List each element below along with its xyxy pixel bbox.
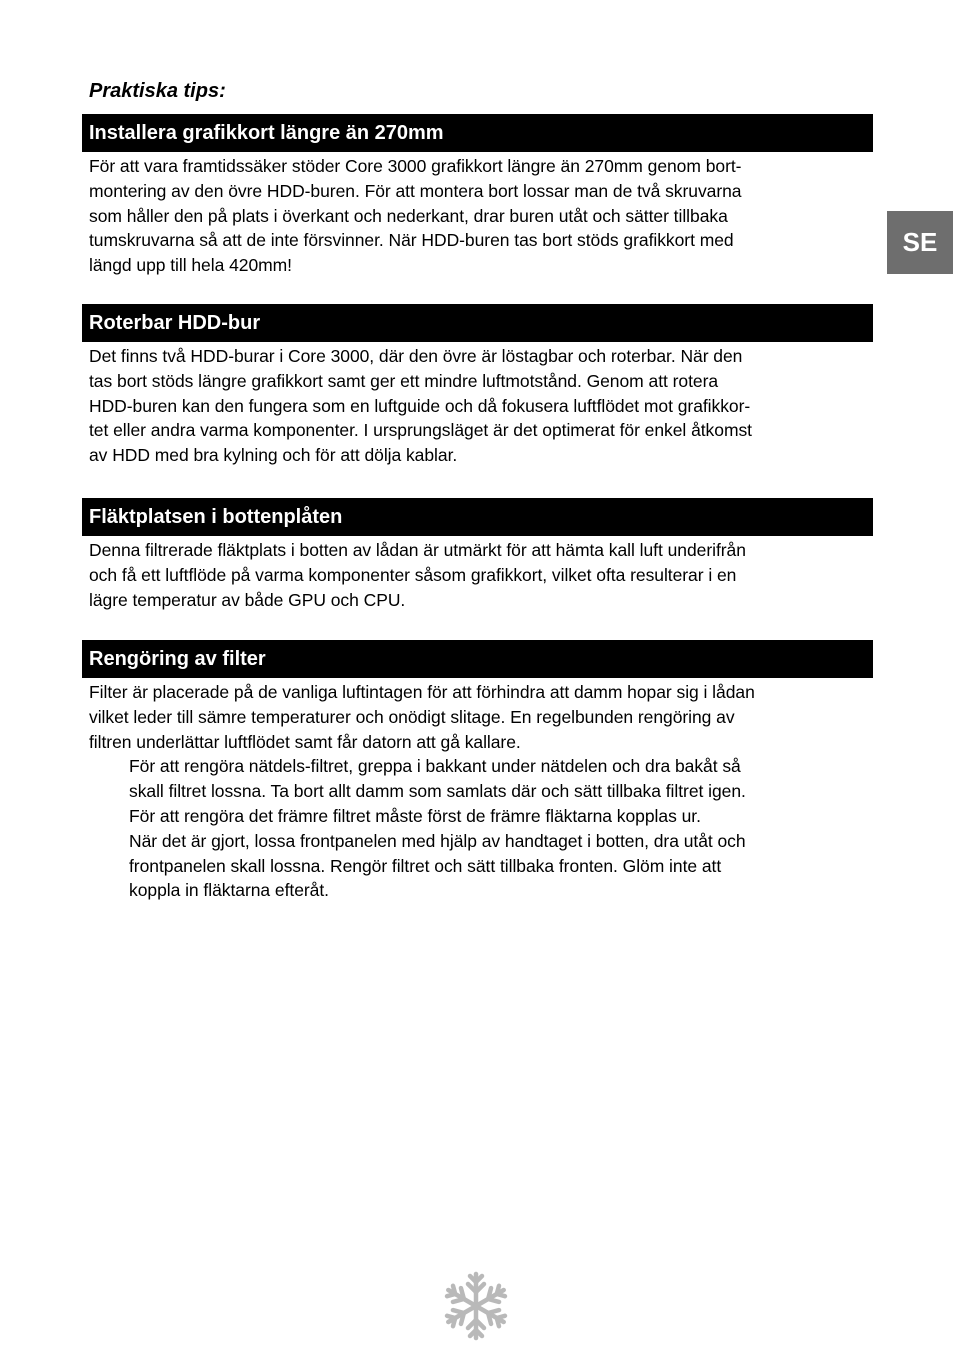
body-line: montering av den övre HDD-buren. För att montera bort lossar man de två skruvarna	[89, 180, 742, 201]
body-line: Denna filtrerade fläktplats i botten av lådan är utmärkt för att hämta kall luft underifrån	[89, 540, 746, 560]
section-title: Roterbar HDD-bur	[82, 304, 873, 342]
body-line: För att vara framtidssäker stöder Core 3000 grafikkort längre än 270mm genom bort-	[89, 156, 742, 176]
section-bottom-fan-slot	[82, 498, 873, 612]
body-line: Det finns två HDD-burar i Core 3000, där den övre är löstagbar och roterbar. När den	[89, 346, 743, 366]
body-line: tas bort stöds längre grafikkort samt ger ett mindre luftmotstånd. Genom att rotera	[89, 370, 719, 391]
section-body	[82, 154, 873, 278]
page-heading: Praktiska tips:	[89, 80, 226, 102]
section-body	[82, 344, 873, 468]
body-line: HDD-buren kan den fungera som en luftguide och då fokusera luftflödet mot grafikkor-	[89, 395, 751, 416]
indented-line: För att rengöra det främre filtret måste först de främre fläktarna kopplas ur.	[129, 805, 701, 826]
body-line: vilket leder till sämre temperaturer och onödigt slitage. En regelbunden rengöring av	[89, 706, 735, 727]
body-line: tet eller andra varma komponenter. I ursprungsläget är det optimerat för enkel åtkomst	[89, 420, 752, 441]
body-line: lägre temperatur av både GPU och CPU.	[89, 589, 406, 610]
section-rotatable-hdd-cage	[82, 304, 873, 468]
section-body	[82, 538, 873, 612]
snowflake-icon	[443, 1270, 509, 1342]
section-title: Fläktplatsen i bottenplåten	[82, 498, 873, 536]
indented-line: När det är gjort, lossa frontpanelen med hjälp av handtaget i botten, dra utåt och	[129, 830, 746, 851]
indented-line: frontpanelen skall lossna. Rengör filtret och sätt tillbaka fronten. Glöm inte att	[129, 855, 722, 876]
section-install-gpu	[82, 114, 873, 278]
body-line: och få ett luftflöde på varma komponenter såsom grafikkort, vilket ofta resulterar i en	[89, 564, 737, 585]
section-title: Installera grafikkort längre än 270mm	[82, 114, 873, 152]
body-line: filtren underlättar luftflödet samt får datorn att gå kallare.	[89, 731, 521, 752]
indented-line: koppla in fläktarna efteråt.	[129, 880, 329, 901]
body-line: Filter är placerade på de vanliga luftintagen för att förhindra att damm hopar sig i lådan	[89, 682, 755, 702]
indented-line: För att rengöra nätdels-filtret, greppa i bakkant under nätdelen och dra bakåt så	[129, 756, 741, 777]
indented-line: skall filtret lossna. Ta bort allt damm som samlats där och sätt tillbaka filtret igen.	[129, 781, 746, 802]
section-title: Rengöring av filter	[82, 640, 873, 678]
body-line: tumskruvarna så att de inte försvinner. När HDD-buren tas bort stöds grafikkort med	[89, 230, 734, 251]
section-filter-cleaning	[82, 640, 873, 903]
language-tab: SE	[887, 211, 953, 274]
section-body	[82, 680, 873, 903]
body-line: som håller den på plats i överkant och nederkant, drar buren utåt och sätter tillbaka	[89, 205, 728, 226]
body-line: av HDD med bra kylning och för att dölja kablar.	[89, 445, 458, 466]
body-line: längd upp till hela 420mm!	[89, 255, 292, 276]
